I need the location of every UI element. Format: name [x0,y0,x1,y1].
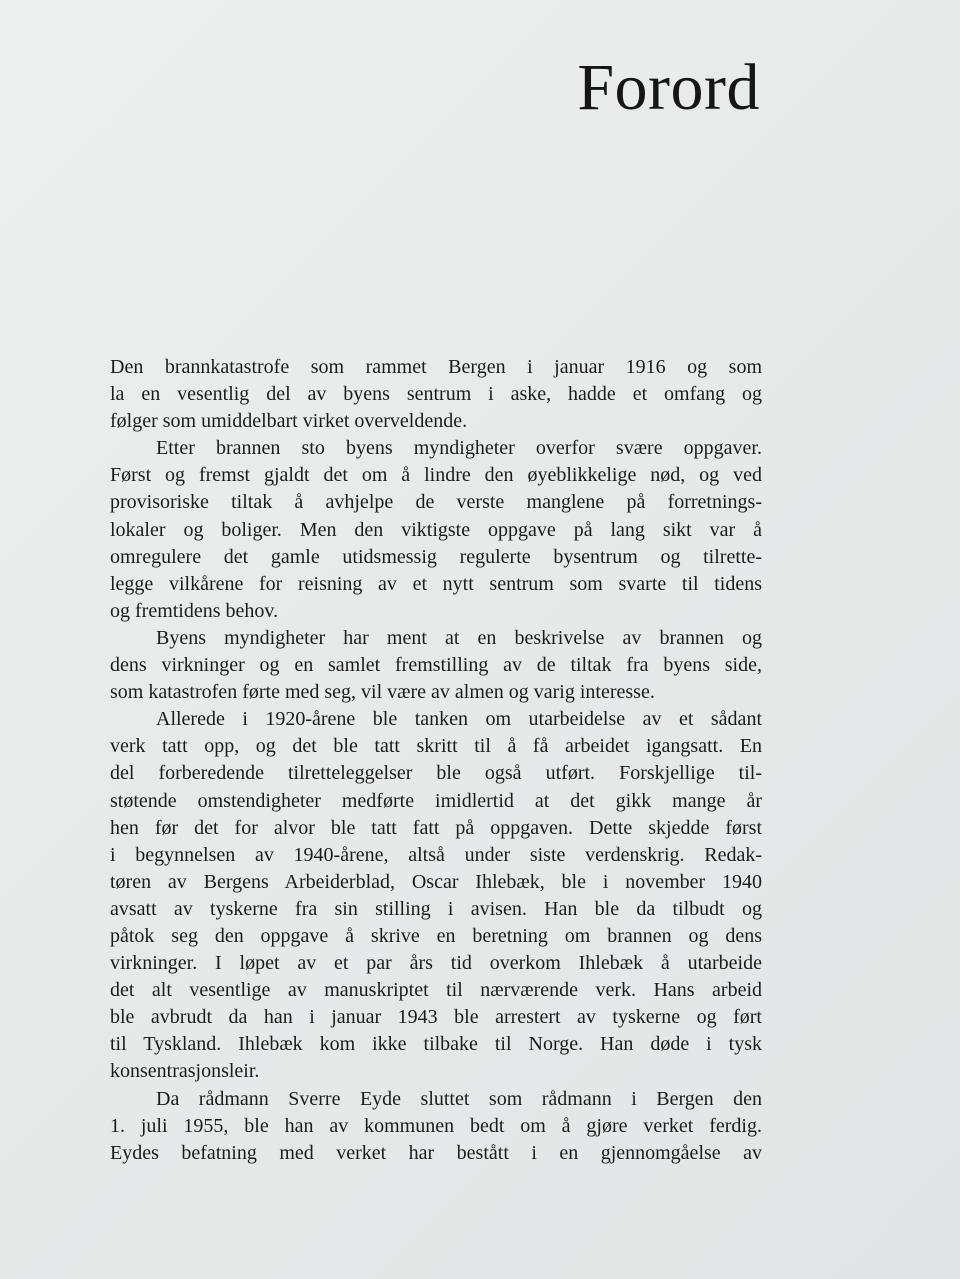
text-line: avsatt av tyskerne fra sin stilling i avisen. Han ble da tilbudt og [110,897,762,920]
text-line: legge vilkårene for reisning av et nytt sentrum som svarte til tidens [110,572,762,595]
text-line: støtende omstendigheter medførte imidlertid at det gikk mange år [110,789,762,812]
text-line: Da rådmann Sverre Eyde sluttet som rådmann i Bergen den [156,1087,762,1110]
text-line: følger som umiddelbart virket overveldende. [110,410,468,433]
text-line: lokaler og boliger. Men den viktigste oppgave på lang sikt var å [110,518,762,541]
paragraph-4 [110,706,762,1085]
text-line: verk tatt opp, og det ble tatt skritt til å få arbeidet igangsatt. En [110,735,762,758]
text-line: og fremtidens behov. [110,599,279,622]
paragraph-5 [110,1086,762,1167]
text-line: det alt vesentlige av manuskriptet til nærværende verk. Hans arbeid [110,979,762,1002]
text-line: til Tyskland. Ihlebæk kom ikke tilbake til Norge. Han døde i tysk [110,1033,762,1056]
text-line: la en vesentlig del av byens sentrum i aske, hadde et omfang og [110,383,762,406]
text-line: konsentrasjonsleir. [110,1060,260,1083]
text-line: Allerede i 1920-årene ble tanken om utarbeidelse av et sådant [156,708,762,731]
body-text [110,354,762,1167]
text-line: som katastrofen førte med seg, vil være av almen og varig interesse. [110,681,655,704]
paragraph-1 [110,354,762,435]
paragraph-3 [110,625,762,706]
text-line: Den brannkatastrofe som rammet Bergen i januar 1916 og som [110,356,762,378]
text-line: Etter brannen sto byens myndigheter overfor svære oppgaver. [156,437,762,460]
text-line: tøren av Bergens Arbeiderblad, Oscar Ihlebæk, ble i november 1940 [110,870,762,893]
text-line: i begynnelsen av 1940-årene, altså under siste verdenskrig. Redak- [110,843,762,866]
paragraph-2 [110,435,762,625]
text-line: Eydes befatning med verket har bestått i en gjennomgåelse av [110,1141,762,1164]
text-line: Først og fremst gjaldt det om å lindre den øyeblikkelige nød, og ved [110,464,762,487]
text-line: virkninger. I løpet av et par års tid overkom Ihlebæk å utarbeide [110,952,762,975]
page-title: Forord [577,51,760,124]
text-line: 1. juli 1955, ble han av kommunen bedt om å gjøre verket ferdig. [110,1114,762,1137]
text-line: ble avbrudt da han i januar 1943 ble arrestert av tyskerne og ført [110,1006,762,1029]
text-line: påtok seg den oppgave å skrive en beretning om brannen og dens [110,924,762,947]
text-line: Byens myndigheter har ment at en beskrivelse av brannen og [156,626,762,649]
text-line: del forberedende tilretteleggelser ble også utført. Forskjellige til- [110,762,762,785]
text-line: hen før det for alvor ble tatt fatt på oppgaven. Dette skjedde først [110,816,762,839]
text-line: omregulere det gamle utidsmessig regulerte bysentrum og tilrette- [110,545,762,568]
text-line: provisoriske tiltak å avhjelpe de verste manglene på forretnings- [110,491,762,514]
text-line: dens virkninger og en samlet fremstilling av de tiltak fra byens side, [110,654,762,677]
